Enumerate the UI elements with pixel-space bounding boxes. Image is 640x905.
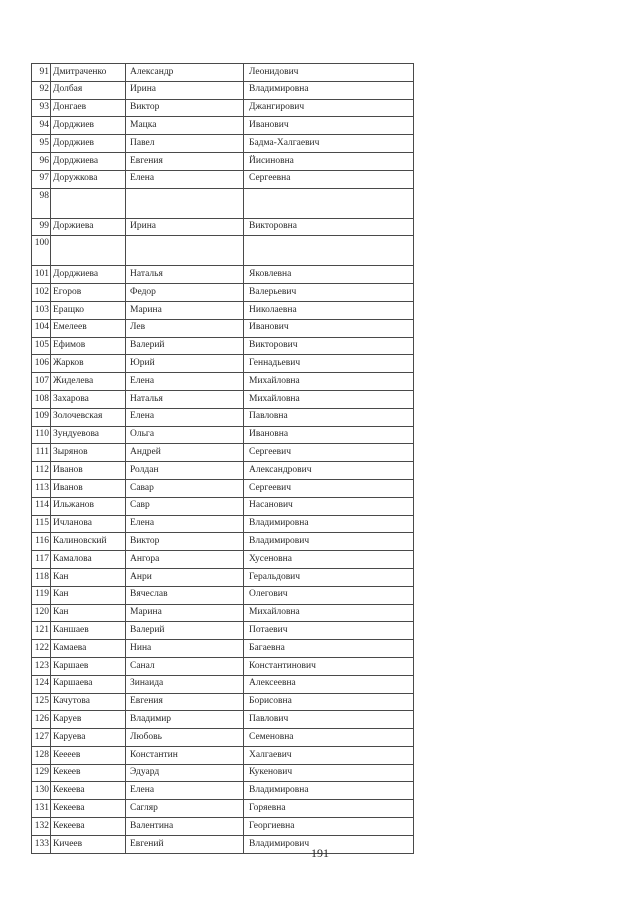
table-row [32,152,414,170]
surname-cell: Захарова [51,390,126,408]
first-name-cell: Ольга [126,426,244,444]
surname-cell: Каншаев [51,622,126,640]
first-name-cell: Сагляр [126,800,244,818]
table-row [32,373,414,391]
row-number-cell: 96 [32,152,51,170]
first-name-cell: Вячеслав [126,586,244,604]
names-table [31,63,414,854]
patronymic-cell: Иванович [244,319,414,337]
patronymic-cell: Георгиевна [244,818,414,836]
row-number-cell: 127 [32,729,51,747]
patronymic-cell: Бадма-Халгаевич [244,135,414,153]
table-row [32,188,414,218]
patronymic-cell: Владимировна [244,81,414,99]
surname-cell: Иванов [51,462,126,480]
patronymic-cell: Семеновна [244,729,414,747]
surname-cell: Жарков [51,355,126,373]
first-name-cell: Любовь [126,729,244,747]
row-number-cell: 92 [32,81,51,99]
first-name-cell: Елена [126,515,244,533]
first-name-cell: Анри [126,568,244,586]
surname-cell: Ичланова [51,515,126,533]
row-number-cell: 105 [32,337,51,355]
patronymic-cell: Кукенович [244,764,414,782]
surname-cell: Кеееев [51,746,126,764]
row-number-cell: 101 [32,266,51,284]
patronymic-cell: Насанович [244,497,414,515]
patronymic-cell: Сергеевич [244,444,414,462]
first-name-cell: Андрей [126,444,244,462]
surname-cell: Кекеева [51,818,126,836]
row-number-cell: 98 [32,188,51,218]
row-number-cell: 103 [32,301,51,319]
patronymic-cell: Хусеновна [244,551,414,569]
surname-cell: Долбая [51,81,126,99]
patronymic-cell: Михайловна [244,390,414,408]
first-name-cell: Евгения [126,152,244,170]
table-row [32,711,414,729]
surname-cell: Дмитраченко [51,64,126,82]
page-number: 191 [311,846,329,860]
surname-cell: Кан [51,586,126,604]
table-body [32,64,414,854]
first-name-cell: Санал [126,657,244,675]
row-number-cell: 95 [32,135,51,153]
first-name-cell: Валерий [126,622,244,640]
surname-cell: Кекеева [51,782,126,800]
first-name-cell: Елена [126,170,244,188]
first-name-cell: Савар [126,479,244,497]
patronymic-cell: Владимировна [244,782,414,800]
first-name-cell: Евгений [126,835,244,853]
first-name-cell: Марина [126,301,244,319]
patronymic-cell: Константинович [244,657,414,675]
table-row [32,81,414,99]
surname-cell: Дорджиев [51,117,126,135]
table-row [32,408,414,426]
first-name-cell: Марина [126,604,244,622]
row-number-cell: 122 [32,640,51,658]
surname-cell: Каршаева [51,675,126,693]
patronymic-cell: Леонидович [244,64,414,82]
surname-cell: Еращко [51,301,126,319]
first-name-cell: Константин [126,746,244,764]
row-number-cell: 93 [32,99,51,117]
patronymic-cell: Багаевна [244,640,414,658]
patronymic-cell: Борисовна [244,693,414,711]
patronymic-cell: Иванович [244,117,414,135]
surname-cell: Дорджиева [51,266,126,284]
row-number-cell: 102 [32,284,51,302]
surname-cell: Зундуевова [51,426,126,444]
first-name-cell: Виктор [126,99,244,117]
row-number-cell: 133 [32,835,51,853]
first-name-cell: Виктор [126,533,244,551]
row-number-cell: 123 [32,657,51,675]
table-row [32,515,414,533]
first-name-cell: Юрий [126,355,244,373]
surname-cell [51,236,126,266]
first-name-cell: Евгения [126,693,244,711]
patronymic-cell: Михайловна [244,604,414,622]
first-name-cell: Павел [126,135,244,153]
patronymic-cell: Потаевич [244,622,414,640]
row-number-cell: 116 [32,533,51,551]
row-number-cell: 117 [32,551,51,569]
patronymic-cell: Михайловна [244,373,414,391]
surname-cell: Кан [51,604,126,622]
row-number-cell: 110 [32,426,51,444]
patronymic-cell: Алексеевна [244,675,414,693]
table-row [32,64,414,82]
table-row [32,479,414,497]
patronymic-cell: Владимирович [244,835,414,853]
row-number-cell: 120 [32,604,51,622]
patronymic-cell: Джангирович [244,99,414,117]
patronymic-cell: Геральдович [244,568,414,586]
first-name-cell: Лев [126,319,244,337]
row-number-cell: 104 [32,319,51,337]
table-row [32,800,414,818]
row-number-cell: 126 [32,711,51,729]
table-row [32,551,414,569]
table-row [32,444,414,462]
table-row [32,236,414,266]
row-number-cell: 109 [32,408,51,426]
patronymic-cell [244,236,414,266]
surname-cell: Кан [51,568,126,586]
surname-cell: Донгаев [51,99,126,117]
table-row [32,818,414,836]
patronymic-cell: Халгаевич [244,746,414,764]
first-name-cell: Владимир [126,711,244,729]
patronymic-cell: Сергеевич [244,479,414,497]
surname-cell: Кекеев [51,764,126,782]
patronymic-cell: Павловна [244,408,414,426]
row-number-cell: 107 [32,373,51,391]
patronymic-cell: Яковлевна [244,266,414,284]
surname-cell: Дорджиев [51,135,126,153]
patronymic-cell: Йисиновна [244,152,414,170]
patronymic-cell [244,188,414,218]
table-row [32,622,414,640]
table-row [32,301,414,319]
first-name-cell: Валерий [126,337,244,355]
patronymic-cell: Олегович [244,586,414,604]
first-name-cell: Ирина [126,218,244,236]
row-number-cell: 131 [32,800,51,818]
table-row [32,319,414,337]
row-number-cell: 94 [32,117,51,135]
first-name-cell: Елена [126,782,244,800]
row-number-cell: 124 [32,675,51,693]
patronymic-cell: Александрович [244,462,414,480]
first-name-cell: Федор [126,284,244,302]
row-number-cell: 128 [32,746,51,764]
table-row [32,337,414,355]
first-name-cell: Эдуард [126,764,244,782]
surname-cell: Доржиева [51,218,126,236]
row-number-cell: 108 [32,390,51,408]
table-row [32,604,414,622]
surname-cell: Иванов [51,479,126,497]
row-number-cell: 119 [32,586,51,604]
surname-cell: Ефимов [51,337,126,355]
row-number-cell: 118 [32,568,51,586]
surname-cell: Зырянов [51,444,126,462]
table-row [32,568,414,586]
patronymic-cell: Горяевна [244,800,414,818]
first-name-cell: Зинаида [126,675,244,693]
table-row [32,170,414,188]
first-name-cell: Савр [126,497,244,515]
row-number-cell: 97 [32,170,51,188]
surname-cell: Камаева [51,640,126,658]
row-number-cell: 125 [32,693,51,711]
row-number-cell: 121 [32,622,51,640]
first-name-cell: Елена [126,373,244,391]
first-name-cell [126,236,244,266]
surname-cell [51,188,126,218]
surname-cell: Золочевская [51,408,126,426]
table-row [32,426,414,444]
table-row [32,355,414,373]
first-name-cell: Ангора [126,551,244,569]
first-name-cell: Валентина [126,818,244,836]
surname-cell: Каруев [51,711,126,729]
surname-cell: Емелеев [51,319,126,337]
table-row [32,746,414,764]
table-row [32,284,414,302]
surname-cell: Каршаев [51,657,126,675]
table-row [32,266,414,284]
surname-cell: Кекеева [51,800,126,818]
first-name-cell: Александр [126,64,244,82]
table-row [32,729,414,747]
first-name-cell: Наталья [126,390,244,408]
table-row [32,657,414,675]
patronymic-cell: Владимирович [244,533,414,551]
table-row [32,497,414,515]
surname-cell: Каруева [51,729,126,747]
surname-cell: Егоров [51,284,126,302]
first-name-cell: Нина [126,640,244,658]
patronymic-cell: Геннадьевич [244,355,414,373]
row-number-cell: 111 [32,444,51,462]
patronymic-cell: Владимировна [244,515,414,533]
table-row [32,675,414,693]
first-name-cell: Ирина [126,81,244,99]
row-number-cell: 114 [32,497,51,515]
row-number-cell: 130 [32,782,51,800]
surname-cell: Камалова [51,551,126,569]
surname-cell: Качутова [51,693,126,711]
row-number-cell: 115 [32,515,51,533]
patronymic-cell: Ивановна [244,426,414,444]
table-row [32,586,414,604]
patronymic-cell: Викторович [244,337,414,355]
patronymic-cell: Валерьевич [244,284,414,302]
table-row [32,135,414,153]
first-name-cell: Ролдан [126,462,244,480]
first-name-cell: Мацка [126,117,244,135]
table-row [32,693,414,711]
row-number-cell: 99 [32,218,51,236]
patronymic-cell: Николаевна [244,301,414,319]
surname-cell: Доружкова [51,170,126,188]
row-number-cell: 112 [32,462,51,480]
table-row [32,390,414,408]
surname-cell: Жиделева [51,373,126,391]
patronymic-cell: Павлович [244,711,414,729]
patronymic-cell: Викторовна [244,218,414,236]
table-row [32,782,414,800]
table-row [32,533,414,551]
surname-cell: Ильжанов [51,497,126,515]
row-number-cell: 106 [32,355,51,373]
table-row [32,117,414,135]
surname-cell: Кичеев [51,835,126,853]
surname-cell: Дорджиева [51,152,126,170]
surname-cell: Калиновский [51,533,126,551]
table-row [32,99,414,117]
first-name-cell: Наталья [126,266,244,284]
first-name-cell [126,188,244,218]
row-number-cell: 100 [32,236,51,266]
table-row [32,764,414,782]
row-number-cell: 113 [32,479,51,497]
row-number-cell: 132 [32,818,51,836]
row-number-cell: 129 [32,764,51,782]
table-row [32,462,414,480]
table-row [32,218,414,236]
table-row [32,640,414,658]
first-name-cell: Елена [126,408,244,426]
row-number-cell: 91 [32,64,51,82]
patronymic-cell: Сергеевна [244,170,414,188]
